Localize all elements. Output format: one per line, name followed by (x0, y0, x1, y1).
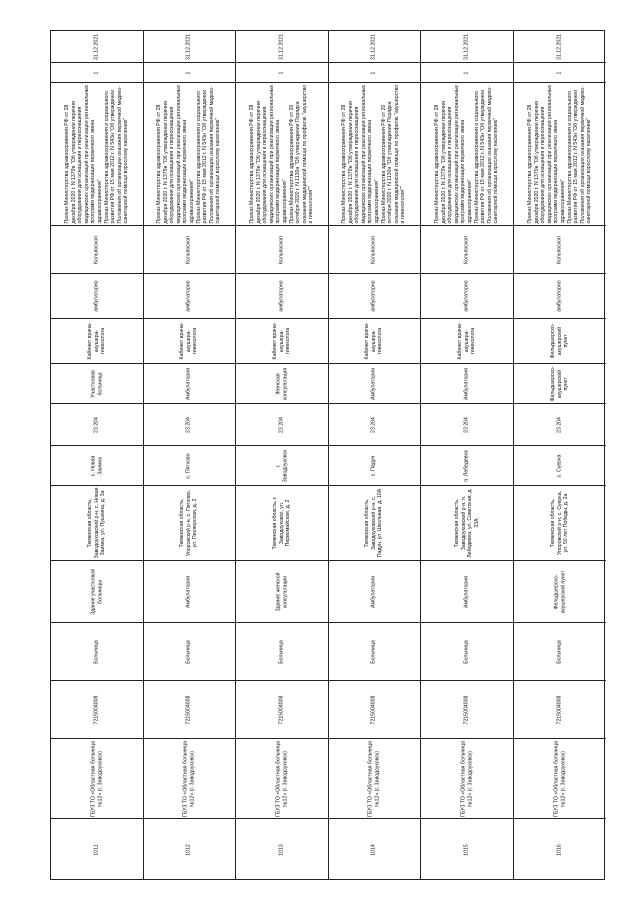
equipment-name: Кольпоскоп (463, 235, 470, 264)
unit-type: Амбулатория (370, 367, 377, 400)
row-number: 1014 (370, 844, 377, 856)
unit-type-cell (514, 364, 607, 404)
deadline-date: 31.12.2021 (463, 33, 470, 60)
organization-name-cell (236, 739, 328, 819)
organization-type-cell (236, 623, 328, 681)
organization-type-cell (421, 623, 513, 681)
deadline-date-cell (514, 31, 607, 63)
regulatory-document: Приказ Министерства здравоохранения РФ от 28 декабря 2020 г. N 1379н "Об утверждении перечня оборудования для оснащения и переоснащения медицинских организаций при реализации региональных программ модернизации первичного звена здравоохранения" Приказ Министерства здравоохранения РФ от 20 октября 2020 г. N 1130н "Об утверждении Порядка оказания медицинской помощи по профилю "акушерство и гинекология"" (248, 84, 315, 224)
room-name: Фельдшерско-акушерский пункт (549, 323, 570, 359)
table-row (144, 31, 237, 879)
settlement: с. Падун (370, 455, 377, 476)
row-number: 1016 (556, 844, 563, 856)
population: 23 204 (278, 416, 285, 433)
quantity: 1 (463, 71, 470, 74)
deadline-date-cell (51, 31, 143, 63)
organization-type-cell (144, 623, 236, 681)
organization-type: Больница (370, 639, 377, 664)
address: Тюменская область, Упоровский р-н, с. Суерка, ул. 50 лет Победы, д. 2а (549, 489, 570, 555)
unit-type: Участковая больница (90, 368, 103, 398)
room-name-cell (421, 319, 513, 364)
table-row (51, 31, 144, 879)
settlement: г. Заводоуковск (275, 449, 288, 482)
population: 23 204 (93, 416, 100, 433)
quantity-cell (514, 63, 607, 83)
organization-type: Больница (93, 639, 100, 664)
inn-code-cell (236, 681, 328, 739)
equipment-table (50, 30, 605, 880)
row-number-cell (144, 819, 236, 881)
population-cell (144, 404, 236, 446)
regulatory-document-cell (514, 83, 607, 226)
table-row (514, 31, 607, 879)
quantity: 1 (370, 71, 377, 74)
organization-type-cell (329, 623, 421, 681)
population: 23 204 (185, 416, 192, 433)
row-number: 1015 (463, 844, 470, 856)
population: 23 204 (556, 416, 563, 433)
unit-type-cell (144, 364, 236, 404)
equipment-name: Кольпоскоп (556, 235, 563, 264)
department-name-cell (329, 561, 421, 623)
address-cell (329, 486, 421, 561)
department-name-cell (144, 561, 236, 623)
settlement-cell (51, 446, 143, 486)
care-conditions: амбулаторно (463, 280, 470, 312)
inn-code: 7215004008 (278, 695, 285, 724)
inn-code-cell (51, 681, 143, 739)
settlement: с. Пятково (185, 452, 192, 479)
regulatory-document: Приказ Министерства здравоохранения РФ от 28 декабря 2020 г. N 1379н "Об утверждении перечня оборудования для оснащения и переоснащения медицинских организаций при реализации региональных программ модернизации первичного звена здравоохранения" Приказ Министерства здравоохранения и социального развития РФ от 15 мая 2012 г. N 543н "Об утверждении Положения об организации оказания первичной медико-санитарной помощи взрослому населению" (433, 84, 500, 224)
room-name-cell (51, 319, 143, 364)
equipment-name-cell (514, 226, 607, 274)
table-row (329, 31, 422, 879)
inn-code-cell (329, 681, 421, 739)
address-cell (421, 486, 513, 561)
room-name: Кабинет врача-акушера-гинеколога (179, 322, 199, 360)
settlement: п. Лебедевка (463, 449, 470, 482)
row-number-cell (421, 819, 513, 881)
room-name-cell (329, 319, 421, 364)
room-name: Кабинет врача-акушера-гинеколога (456, 322, 477, 360)
room-name-cell (236, 319, 328, 364)
unit-type-cell (236, 364, 328, 404)
inn-code: 7215004008 (556, 695, 563, 724)
care-conditions-cell (144, 274, 236, 319)
organization-name-cell (421, 739, 513, 819)
organization-type-cell (514, 623, 607, 681)
equipment-name-cell (421, 226, 513, 274)
inn-code: 7215004008 (463, 695, 470, 724)
department-name: Здание женской консультации (275, 570, 288, 612)
inn-code: 7215004008 (185, 695, 192, 724)
care-conditions-cell (421, 274, 513, 319)
deadline-date: 31.12.2021 (93, 33, 100, 60)
quantity: 1 (556, 71, 563, 74)
care-conditions: амбулаторно (185, 280, 192, 312)
settlement-cell (421, 446, 513, 486)
room-name: Кабинет врача-акушера-гинеколога (364, 322, 384, 360)
population-cell (51, 404, 143, 446)
care-conditions: амбулаторно (370, 280, 377, 312)
population: 23 204 (370, 416, 377, 433)
regulatory-document: Приказ Министерства здравоохранения РФ от 28 декабря 2020 г. N 1379н "Об утверждении перечня оборудования для оснащения и переоснащения медицинских организаций при реализации региональных программ модернизации первичного звена здравоохранения" Приказ Министерства здравоохранения и социального развития РФ от 15 мая 2012 г. N 543н "Об утверждении Положения об организации оказания первичной медико-санитарной помощи взрослому населению" (526, 84, 593, 224)
organization-type: Больница (556, 639, 563, 664)
table-row (421, 31, 514, 879)
settlement-cell (144, 446, 236, 486)
care-conditions: амбулаторно (278, 280, 285, 312)
care-conditions-cell (236, 274, 328, 319)
population: 23 204 (463, 416, 470, 433)
inn-code: 7215004008 (93, 695, 100, 724)
deadline-date-cell (144, 31, 236, 63)
address: Тюменская область, Заводоуковский р-н, с. Падун, ул. Школьная, д. 10А (364, 488, 384, 558)
address-cell (144, 486, 236, 561)
row-number-cell (514, 819, 607, 881)
unit-type: Женская консультация (275, 367, 288, 400)
quantity: 1 (278, 71, 285, 74)
population-cell (421, 404, 513, 446)
care-conditions: амбулаторно (93, 280, 100, 312)
regulatory-document-cell (421, 83, 513, 226)
regulatory-document-cell (329, 83, 421, 226)
care-conditions-cell (329, 274, 421, 319)
inn-code-cell (421, 681, 513, 739)
equipment-name-cell (329, 226, 421, 274)
equipment-name-cell (144, 226, 236, 274)
row-number: 1012 (185, 844, 192, 856)
organization-name: ГБУЗ ТО «Областная больница №12» (г. Заводоуковск) (275, 739, 288, 817)
organization-type: Больница (278, 639, 285, 664)
organization-type: Больница (463, 639, 470, 664)
unit-type: Фельдшерско-акушерский пункт (549, 366, 570, 401)
inn-code-cell (144, 681, 236, 739)
quantity-cell (329, 63, 421, 83)
room-name: Кабинет врача-акушера-гинеколога (271, 322, 292, 360)
department-name-cell (236, 561, 328, 623)
unit-type-cell (421, 364, 513, 404)
population-cell (329, 404, 421, 446)
department-name-cell (421, 561, 513, 623)
organization-name: ГБУЗ ТО «Областная больница №12» (г. Заводоуковск) (553, 739, 566, 817)
care-conditions-cell (514, 274, 607, 319)
quantity-cell (144, 63, 236, 83)
deadline-date-cell (421, 31, 513, 63)
settlement: с. Суерка (556, 454, 563, 477)
regulatory-document-cell (236, 83, 328, 226)
equipment-name: Кольпоскоп (370, 235, 377, 264)
deadline-date-cell (236, 31, 328, 63)
quantity: 1 (93, 71, 100, 74)
address-cell (236, 486, 328, 561)
address: Тюменская область, г. Заводоуковск, ул. Первомайская, д. 2 (271, 495, 292, 550)
unit-type-cell (51, 364, 143, 404)
address-cell (514, 486, 607, 561)
row-number: 1011 (93, 844, 100, 856)
room-name: Кабинет врача-акушера-гинеколога (86, 322, 107, 360)
organization-type: Больница (185, 639, 192, 664)
department-name-cell (514, 561, 607, 623)
department-name: Амбулатория (370, 575, 377, 608)
room-name-cell (144, 319, 236, 364)
department-name: Амбулатория (185, 575, 192, 608)
department-name: Амбулатория (463, 575, 470, 608)
quantity: 1 (185, 71, 192, 74)
department-name: Фельдшерско-акушерский пункт (553, 570, 566, 613)
unit-type: Амбулатория (185, 367, 192, 400)
regulatory-document: Приказ Министерства здравоохранения РФ от 28 декабря 2020 г. N 1379н "Об утверждении перечня оборудования для оснащения и переоснащения медицинских организаций при реализации региональных программ модернизации первичного звена здравоохранения" Приказ Министерства здравоохранения и социального развития РФ от 15 мая 2012 г. N 543н "Об утверждении Положения об организации оказания первичной медико-санитарной помощи взрослому населению" (63, 84, 130, 224)
regulatory-document-cell (51, 83, 143, 226)
equipment-name: Кольпоскоп (278, 235, 285, 264)
room-name-cell (514, 319, 607, 364)
deadline-date: 31.12.2021 (556, 33, 563, 60)
table-row (236, 31, 329, 879)
care-conditions-cell (51, 274, 143, 319)
regulatory-document: Приказ Министерства здравоохранения РФ от 28 декабря 2020 г. N 1379н "Об утверждении перечня оборудования для оснащения и переоснащения медицинских организаций при реализации региональных программ модернизации первичного звена здравоохранения" Приказ Министерства здравоохранения РФ от 20 октября 2020 г. N 1130н "Об утверждении Порядка оказания медицинской помощи по профилю "акушерство и гинекология"" (341, 84, 407, 224)
population-cell (514, 404, 607, 446)
address: Тюменская область, Заводоуковский р-н, с. Новая Заимка, ул. Пушкина, д. 3а (86, 486, 107, 559)
inn-code-cell (514, 681, 607, 739)
quantity-cell (51, 63, 143, 83)
unit-type-cell (329, 364, 421, 404)
row-number-cell (329, 819, 421, 881)
equipment-name-cell (51, 226, 143, 274)
equipment-name: Кольпоскоп (93, 235, 100, 264)
deadline-date-cell (329, 31, 421, 63)
organization-type-cell (51, 623, 143, 681)
quantity-cell (421, 63, 513, 83)
regulatory-document: Приказ Министерства здравоохранения РФ от 28 декабря 2020 г. N 1379н "Об утверждении перечня оборудования для оснащения и переоснащения медицинских организаций при реализации региональных программ модернизации первичного звена здравоохранения" Приказ Министерства здравоохранения и социального развития РФ от 15 мая 2012 г. N 543н "Об утверждении Положения об организации оказания первичной медико-санитарной помощи взрослому населению" (156, 84, 222, 224)
organization-name-cell (144, 739, 236, 819)
organization-name-cell (329, 739, 421, 819)
deadline-date: 31.12.2021 (185, 33, 192, 60)
organization-name: ГБУЗ ТО «Областная больница №12» (г. Заводоуковск) (182, 739, 196, 817)
address: Тюменская область, Упоровский р-н, с. Пятково, ул. Пионерская, д. 2 (179, 488, 199, 557)
equipment-name: Кольпоскоп (185, 235, 192, 264)
care-conditions: амбулаторно (556, 280, 563, 312)
settlement-cell (236, 446, 328, 486)
settlement-cell (329, 446, 421, 486)
row-number-cell (51, 819, 143, 881)
organization-name: ГБУЗ ТО «Областная больница №12» (г. Заводоуковск) (367, 739, 381, 817)
deadline-date: 31.12.2021 (278, 33, 285, 60)
quantity-cell (236, 63, 328, 83)
unit-type: Амбулатория (463, 367, 470, 400)
organization-name: ГБУЗ ТО «Областная больница №12» (г. Заводоуковск) (90, 739, 103, 817)
inn-code: 7215004008 (370, 695, 377, 724)
organization-name-cell (51, 739, 143, 819)
regulatory-document-cell (144, 83, 236, 226)
organization-name-cell (514, 739, 607, 819)
settlement: с. Новая Заимка (90, 453, 103, 476)
organization-name: ГБУЗ ТО «Областная больница №12» (г. Заводоуковск) (460, 739, 473, 817)
population-cell (236, 404, 328, 446)
row-number: 1013 (278, 844, 285, 856)
address-cell (51, 486, 143, 561)
settlement-cell (514, 446, 607, 486)
address: Тюменская область, Заводоуковский р-н, п. Лебедевка, ул. Советская, д. 33А (453, 486, 480, 558)
department-name: Здание участковой больницы (90, 567, 103, 615)
department-name-cell (51, 561, 143, 623)
equipment-name-cell (236, 226, 328, 274)
deadline-date: 31.12.2021 (370, 33, 377, 60)
row-number-cell (236, 819, 328, 881)
